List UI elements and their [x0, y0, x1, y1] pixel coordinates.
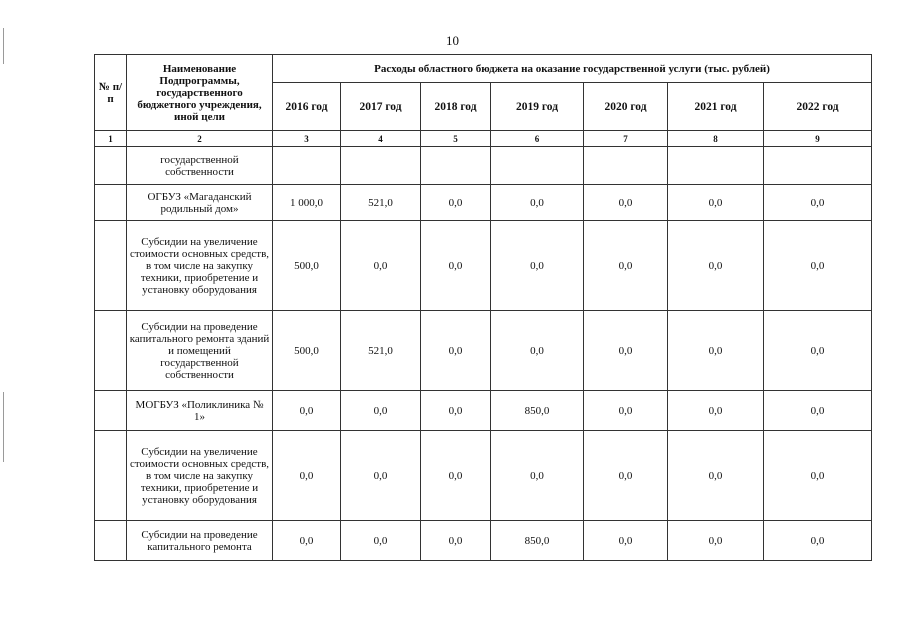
- value-cell: 521,0: [341, 185, 421, 221]
- value-cell: 0,0: [491, 311, 584, 391]
- row-name-cell: государственной собственности: [127, 147, 273, 185]
- value-cell: 500,0: [273, 311, 341, 391]
- value-cell: 0,0: [341, 431, 421, 521]
- value-cell: 0,0: [341, 391, 421, 431]
- value-cell: 0,0: [668, 311, 764, 391]
- value-cell: 0,0: [421, 185, 491, 221]
- value-cell: 0,0: [764, 311, 872, 391]
- value-cell: 0,0: [764, 521, 872, 561]
- row-name-cell: МОГБУЗ «Поликлиника № 1»: [127, 391, 273, 431]
- value-cell: 0,0: [341, 221, 421, 311]
- row-name-cell: ОГБУЗ «Магаданский родильный дом»: [127, 185, 273, 221]
- value-cell: [584, 147, 668, 185]
- column-number-cell: 7: [584, 131, 668, 147]
- value-cell: 0,0: [421, 221, 491, 311]
- value-cell: 0,0: [584, 311, 668, 391]
- table-row: [95, 391, 872, 431]
- table-row: [95, 431, 872, 521]
- table-body: [95, 131, 872, 561]
- value-cell: 0,0: [764, 431, 872, 521]
- column-number-cell: 6: [491, 131, 584, 147]
- budget-table: [94, 54, 872, 561]
- value-cell: 0,0: [341, 521, 421, 561]
- row-number-cell: [95, 221, 127, 311]
- column-number-cell: 4: [341, 131, 421, 147]
- header-year: 2016 год: [273, 83, 341, 131]
- value-cell: 0,0: [491, 431, 584, 521]
- page-number: 10: [446, 33, 459, 48]
- value-cell: [273, 147, 341, 185]
- row-number-cell: [95, 521, 127, 561]
- value-cell: 0,0: [273, 391, 341, 431]
- header-year: 2021 год: [668, 83, 764, 131]
- table-row: [95, 311, 872, 391]
- value-cell: 1 000,0: [273, 185, 341, 221]
- column-numbers-row: [95, 131, 872, 147]
- value-cell: 850,0: [491, 391, 584, 431]
- value-cell: [341, 147, 421, 185]
- value-cell: 521,0: [341, 311, 421, 391]
- column-number-cell: 9: [764, 131, 872, 147]
- value-cell: 0,0: [584, 185, 668, 221]
- table-row: [95, 185, 872, 221]
- value-cell: 0,0: [584, 391, 668, 431]
- row-number-cell: [95, 147, 127, 185]
- value-cell: [421, 147, 491, 185]
- table-row: [95, 147, 872, 185]
- value-cell: [764, 147, 872, 185]
- value-cell: 0,0: [764, 185, 872, 221]
- value-cell: 0,0: [764, 391, 872, 431]
- header-year: 2022 год: [764, 83, 872, 131]
- value-cell: 0,0: [764, 221, 872, 311]
- column-number-cell: 8: [668, 131, 764, 147]
- row-number-cell: [95, 185, 127, 221]
- value-cell: 0,0: [584, 431, 668, 521]
- value-cell: 0,0: [584, 221, 668, 311]
- value-cell: 0,0: [491, 221, 584, 311]
- row-name-cell: Субсидии на проведение капитального ремонта: [127, 521, 273, 561]
- row-name-cell: Субсидии на проведение капитального ремонта зданий и помещений государственной собственности: [127, 311, 273, 391]
- value-cell: 0,0: [421, 391, 491, 431]
- header-col-group: Расходы областного бюджета на оказание государственной услуги (тыс. рублей): [273, 55, 872, 83]
- row-name-cell: Субсидии на увеличение стоимости основных средств, в том числе на закупку техники, приобретение и установку оборудования: [127, 221, 273, 311]
- value-cell: 0,0: [668, 221, 764, 311]
- row-name-cell: Субсидии на увеличение стоимости основных средств, в том числе на закупку техники, приобретение и установку оборудования: [127, 431, 273, 521]
- value-cell: 500,0: [273, 221, 341, 311]
- value-cell: [668, 147, 764, 185]
- header-year: 2020 год: [584, 83, 668, 131]
- header-row-top: [95, 55, 872, 83]
- row-number-cell: [95, 391, 127, 431]
- value-cell: 0,0: [421, 311, 491, 391]
- column-number-cell: 2: [127, 131, 273, 147]
- value-cell: 0,0: [668, 185, 764, 221]
- value-cell: 0,0: [273, 431, 341, 521]
- value-cell: 0,0: [491, 185, 584, 221]
- scan-margin-mark-bottom: [3, 392, 4, 462]
- column-number-cell: 1: [95, 131, 127, 147]
- value-cell: [491, 147, 584, 185]
- column-number-cell: 3: [273, 131, 341, 147]
- header-year: 2018 год: [421, 83, 491, 131]
- value-cell: 0,0: [421, 521, 491, 561]
- column-number-cell: 5: [421, 131, 491, 147]
- value-cell: 0,0: [273, 521, 341, 561]
- table-row: [95, 221, 872, 311]
- header-col-name: Наименование Подпрограммы, государственного бюджетного учреждения, иной цели: [127, 55, 273, 131]
- table-row: [95, 521, 872, 561]
- header-year: 2019 год: [491, 83, 584, 131]
- row-number-cell: [95, 431, 127, 521]
- value-cell: 0,0: [668, 521, 764, 561]
- value-cell: 0,0: [584, 521, 668, 561]
- value-cell: 850,0: [491, 521, 584, 561]
- row-number-cell: [95, 311, 127, 391]
- value-cell: 0,0: [668, 431, 764, 521]
- value-cell: 0,0: [668, 391, 764, 431]
- value-cell: 0,0: [421, 431, 491, 521]
- header-col-no: № п/п: [95, 55, 127, 131]
- header-year: 2017 год: [341, 83, 421, 131]
